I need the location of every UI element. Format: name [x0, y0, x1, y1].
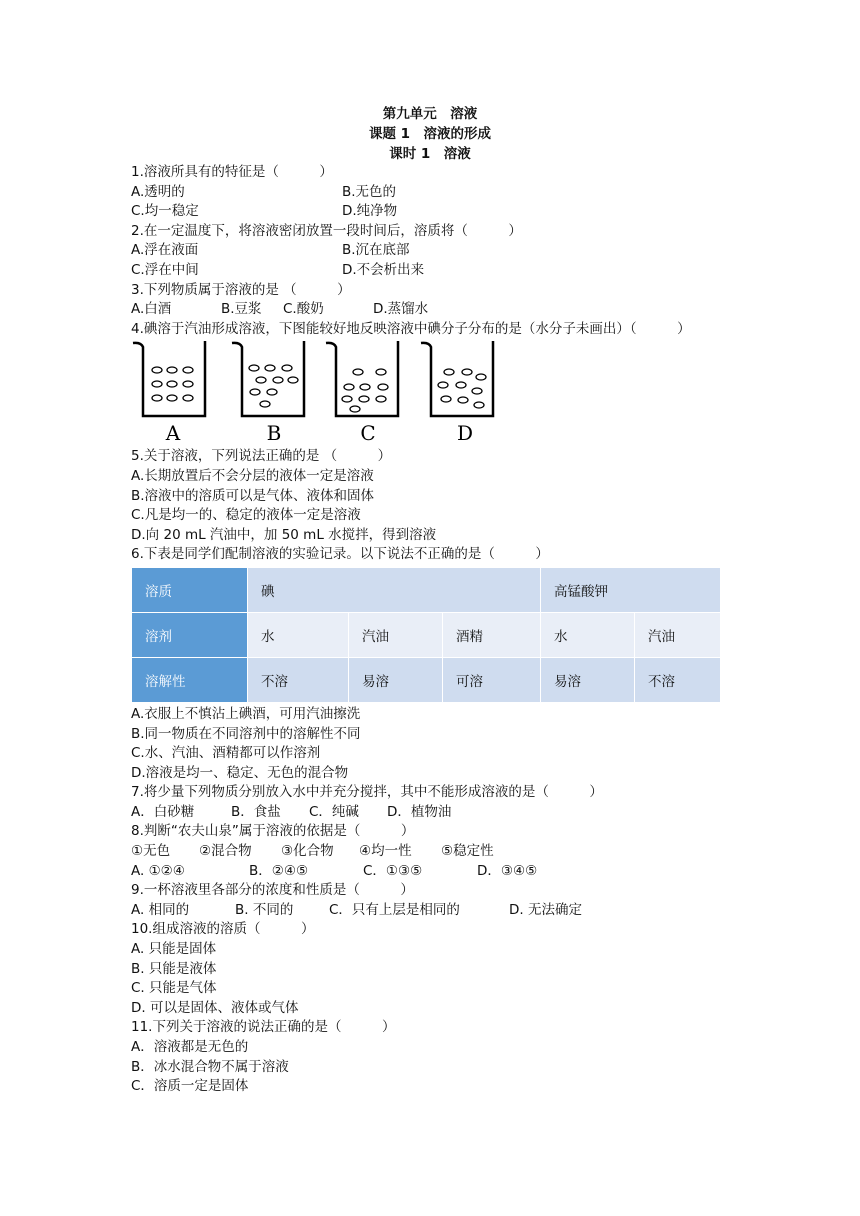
- unit-title: 第九单元 溶液: [382, 106, 478, 122]
- table-row: [132, 612, 721, 657]
- question-stem: 2.在一定温度下，将溶液密闭放置一段时间后，溶质将（ ）: [131, 222, 522, 239]
- option-c: C.凡是均一的、稳定的液体一定是溶液: [131, 507, 361, 524]
- option-b: B.豆浆: [221, 301, 262, 318]
- option-d: D．植物油: [387, 803, 452, 820]
- option-d: D. 可以是固体、液体或气体: [131, 999, 299, 1016]
- option-c: C.水、汽油、酒精都可以作溶剂: [131, 745, 321, 762]
- option-a: A.浮在液面: [131, 242, 199, 259]
- table-row: [132, 567, 721, 612]
- table-cell: 易溶: [541, 657, 635, 702]
- option-b: B.沉在底部: [342, 242, 410, 259]
- table-cell: 易溶: [349, 657, 443, 702]
- option-c: C.浮在中间: [131, 261, 199, 278]
- option-b: B. 只能是液体: [131, 960, 217, 977]
- question-stem: 10.组成溶液的溶质（ ）: [131, 921, 315, 938]
- question-stem: 4.碘溶于汽油形成溶液，下图能较好地反映溶液中碘分子分布的是（水分子未画出）（ ）: [131, 320, 691, 337]
- option-a: A. 只能是固体: [131, 941, 217, 958]
- option-row: [131, 803, 751, 823]
- beaker-diagram: [131, 339, 751, 447]
- option-c: C．①③⑤: [363, 862, 423, 879]
- question-stem: 8.判断“农夫山泉”属于溶液的依据是（ ）: [131, 823, 415, 840]
- molecule-dots: [152, 365, 486, 412]
- table-cell: 水: [248, 612, 349, 657]
- option-d: D．③④⑤: [477, 862, 538, 879]
- beaker-a: [133, 341, 205, 416]
- option-c: C. 只能是气体: [131, 980, 217, 997]
- row-header-solvent: 溶剂: [132, 612, 248, 657]
- option-a: A. 相同的: [131, 901, 190, 918]
- row-header-solubility: 溶解性: [132, 657, 248, 702]
- option-a: A．溶液都是无色的: [131, 1039, 249, 1055]
- option-row: [131, 241, 751, 261]
- table-cell: 酒精: [443, 612, 541, 657]
- option-c: C．溶质一定是固体: [131, 1078, 249, 1095]
- option-d: D. 无法确定: [509, 901, 582, 918]
- option-b: B．冰水混合物不属于溶液: [131, 1058, 289, 1075]
- beaker-label-b: B: [266, 421, 282, 446]
- question-stem: 7.将少量下列物质分别放入水中并充分搅拌，其中不能形成溶液的是（ ）: [131, 784, 603, 801]
- option-b: B.溶液中的溶质可以是气体、液体和固体: [131, 487, 375, 504]
- option-row: [131, 901, 751, 921]
- option-d: D.不会析出来: [342, 261, 425, 278]
- option-row: [131, 862, 751, 882]
- item: ②混合物: [199, 843, 252, 860]
- option-d: D.蒸馏水: [373, 301, 429, 318]
- option-d: D.溶液是均一、稳定、无色的混合物: [131, 764, 349, 781]
- beaker-label-a: A: [165, 421, 181, 446]
- question-stem: 11.下列关于溶液的说法正确的是（ ）: [131, 1019, 396, 1036]
- experiment-table: [131, 567, 721, 703]
- item: ④均一性: [359, 843, 412, 860]
- option-row: [131, 300, 751, 320]
- table-cell: 不溶: [248, 657, 349, 702]
- question-stem: 1.溶液所具有的特征是（ ）: [131, 164, 333, 180]
- option-a: A．白砂糖: [131, 803, 195, 820]
- option-a: A. ①②④: [131, 862, 185, 879]
- lesson-title: 课时 1 溶液: [389, 146, 471, 162]
- question-list: [131, 163, 751, 1097]
- option-row: [131, 202, 751, 222]
- option-b: B. 不同的: [235, 901, 294, 918]
- beaker-figure: [131, 339, 751, 447]
- option-b: B．②④⑤: [249, 862, 309, 879]
- option-c: C．只有上层是相同的: [329, 901, 460, 918]
- table-cell: 碘: [248, 567, 541, 612]
- option-row: [131, 261, 751, 281]
- option-d: D.向 20 mL 汽油中，加 50 mL 水搅拌，得到溶液: [131, 526, 437, 543]
- table-cell: 可溶: [443, 657, 541, 702]
- row-header-solute: 溶质: [132, 567, 248, 612]
- table-cell: 汽油: [635, 612, 721, 657]
- table-cell: 汽油: [349, 612, 443, 657]
- option-a: A.衣服上不慎沾上碘酒，可用汽油擦洗: [131, 705, 361, 722]
- option-a: A.长期放置后不会分层的液体一定是溶液: [131, 467, 374, 484]
- option-row: [131, 183, 751, 203]
- question-stem: 3.下列物质属于溶液的是 （ ）: [131, 281, 351, 298]
- item: ①无色: [131, 843, 171, 860]
- table-row: [132, 657, 721, 702]
- option-d: D.纯净物: [342, 203, 398, 220]
- option-c: C.均一稳定: [131, 203, 199, 220]
- question-stem: 6.下表是同学们配制溶液的实验记录。以下说法不正确的是（ ）: [131, 546, 549, 563]
- beaker-label-d: D: [456, 421, 474, 446]
- beaker-outlines: [133, 341, 493, 416]
- option-c: C．纯碱: [309, 803, 359, 820]
- option-b: B.同一物质在不同溶剂中的溶解性不同: [131, 725, 361, 742]
- question-stem: 9.一杯溶液里各部分的浓度和性质是（ ）: [131, 882, 414, 899]
- question-stem: 5.关于溶液，下列说法正确的是 （ ）: [131, 448, 392, 465]
- option-a: A.白酒: [131, 301, 172, 318]
- item: ③化合物: [281, 843, 334, 860]
- option-b: B.无色的: [342, 183, 397, 200]
- table-cell: 水: [541, 612, 635, 657]
- option-b: B．食盐: [231, 803, 281, 820]
- item: ⑤稳定性: [441, 843, 494, 860]
- beaker-label-c: C: [360, 421, 376, 446]
- beaker-c: [326, 341, 398, 416]
- title-block: [0, 104, 860, 164]
- topic-title: 课题 1 溶液的形成: [368, 126, 492, 142]
- option-c: C.酸奶: [283, 301, 324, 318]
- table-cell: 不溶: [635, 657, 721, 702]
- item-row: [131, 842, 751, 862]
- table-cell: 高锰酸钾: [541, 567, 721, 612]
- option-a: A.透明的: [131, 183, 185, 200]
